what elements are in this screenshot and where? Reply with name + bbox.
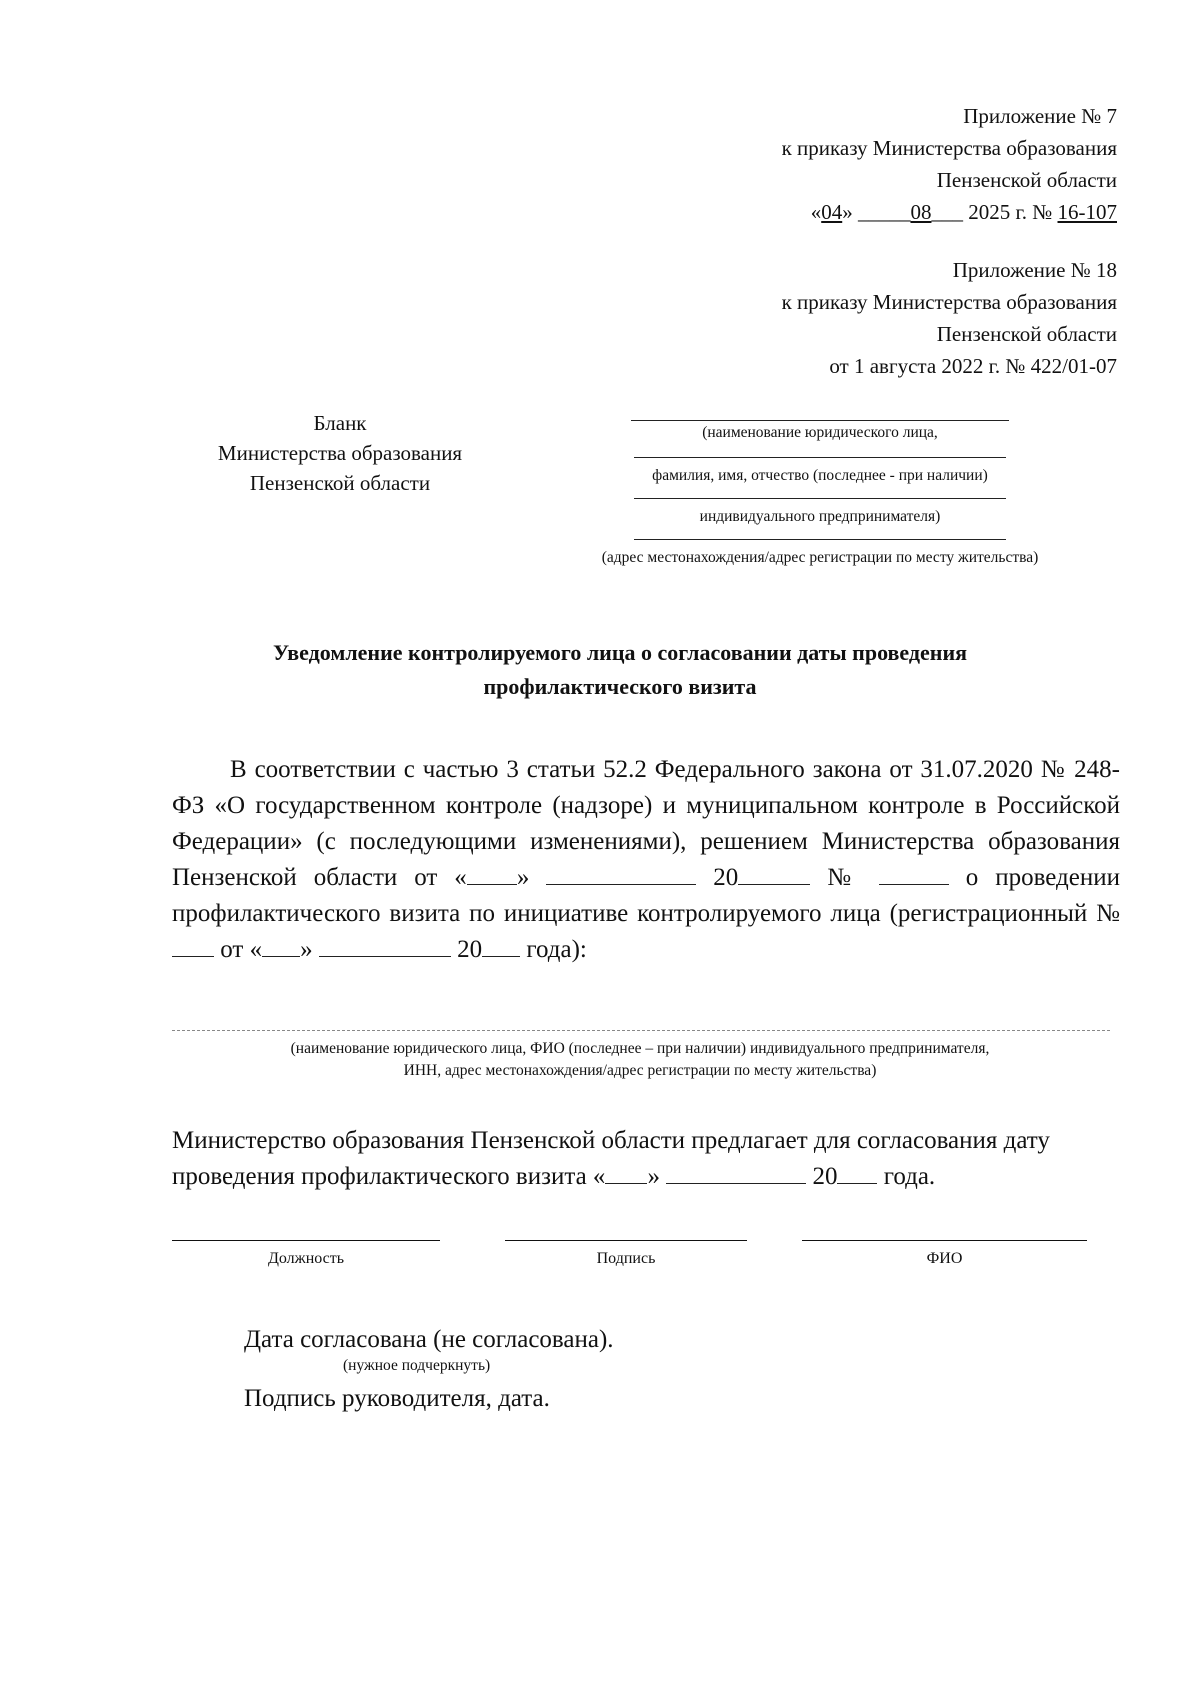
entity-caption-line-1: (наименование юридического лица, ФИО (последнее – при наличии) индивидуального предпринимателя, [290,1040,990,1057]
annex-7-day: 04 [821,200,843,224]
title-line-2: профилактического визита [483,674,757,699]
entity-details-caption [150,1038,1130,1082]
recipient-caption-2: фамилия, имя, отчество (последнее - при наличии) [652,467,988,484]
recipient-block [525,408,1115,568]
recipient-caption-4: (адрес местонахождения/адрес регистрации по месту жительства) [601,549,1039,566]
registration-number-field[interactable] [172,934,214,957]
position-caption: Должность [267,1250,345,1267]
full-name-caption: ФИО [926,1250,963,1267]
recipient-line-2 [634,445,1006,458]
underline-note: (нужное подчеркнуть) [343,1357,491,1374]
registration-month-field[interactable] [319,934,451,957]
body-text-4: № [810,864,879,891]
date-tail: ___ 2025 г. № [931,200,1058,224]
registration-day-field[interactable] [262,934,300,957]
signature-line[interactable] [505,1240,747,1241]
offer-paragraph [172,1123,1120,1195]
body-text-2: » [516,864,547,891]
blank-label: Бланк [313,411,367,435]
entity-details-line[interactable] [172,1030,1110,1031]
annex-7-date-line [782,196,1117,228]
document-title [150,636,1090,704]
annex-18-header [782,254,1117,382]
signature-caption: Подпись [596,1250,656,1267]
recipient-line-3 [634,486,1006,499]
annex-7-month: 08 [910,200,932,224]
annex-18-region: Пензенской области [936,322,1117,346]
offer-text-1: Министерство образования Пензенской области предлагает для согласования дату проведения профилактического визита « [172,1127,1050,1190]
visit-year-field[interactable] [837,1161,877,1184]
body-text-8: 20 [450,936,483,963]
recipient-line-1 [631,408,1009,421]
annex-7-title: Приложение № 7 [963,104,1117,128]
body-text-5: о проведении профилактического визита по инициативе контролируемого лица (регистрационный № [172,864,1121,927]
decision-year-field[interactable] [738,862,810,885]
recipient-caption-1: (наименование юридического лица, [702,424,938,441]
full-name-line[interactable] [802,1240,1087,1241]
annex-7-region: Пензенской области [936,168,1117,192]
title-line-1: Уведомление контролируемого лица о согласовании даты проведения [272,640,968,665]
body-text-7: » [300,936,319,963]
date-open: « [810,200,822,224]
body-text-6: от « [214,936,263,963]
date-mid: » _____ [842,200,911,224]
head-signature-date: Подпись руководителя, дата. [244,1385,550,1412]
annex-18-order-line: к приказу Министерства образования [781,290,1117,314]
decision-month-field[interactable] [546,862,696,885]
letterhead-blank [190,408,490,498]
annex-18-title: Приложение № 18 [952,258,1117,282]
blank-ministry: Министерства образования [217,441,463,465]
entity-caption-line-2: ИНН, адрес местонахождения/адрес регистрации по месту жительства) [403,1062,877,1079]
visit-month-field[interactable] [666,1161,806,1184]
recipient-line-4 [634,527,1006,540]
position-line[interactable] [172,1240,440,1241]
recipient-caption-3: индивидуального предпринимателя) [699,508,941,525]
annex-7-order-line: к приказу Министерства образования [781,136,1117,160]
annex-7-number: 16-107 [1057,200,1117,224]
offer-text-2: » [647,1163,667,1190]
annex-7-header [782,100,1117,228]
body-text-9: года): [520,936,587,963]
decision-day-field[interactable] [467,862,517,885]
annex-18-date-number: от 1 августа 2022 г. № 422/01-07 [829,354,1117,378]
offer-text-4: года. [877,1163,936,1190]
blank-region: Пензенской области [249,471,431,495]
body-text-3: 20 [696,864,739,891]
main-paragraph [172,752,1120,968]
decision-number-field[interactable] [879,862,949,885]
agreement-status: Дата согласована (не согласована). [244,1326,614,1353]
registration-year-field[interactable] [482,934,520,957]
body-text-1: В соответствии с частью 3 статьи 52.2 Федерального закона от 31.07.2020 № 248-ФЗ «О государственном контроле (надзоре) и муниципальном контроле в Российской Федерации» (с последующими изменениями), решением Министерства образования Пензенской области от « [172,756,1120,891]
offer-text-3: 20 [806,1163,838,1190]
visit-day-field[interactable] [605,1161,647,1184]
